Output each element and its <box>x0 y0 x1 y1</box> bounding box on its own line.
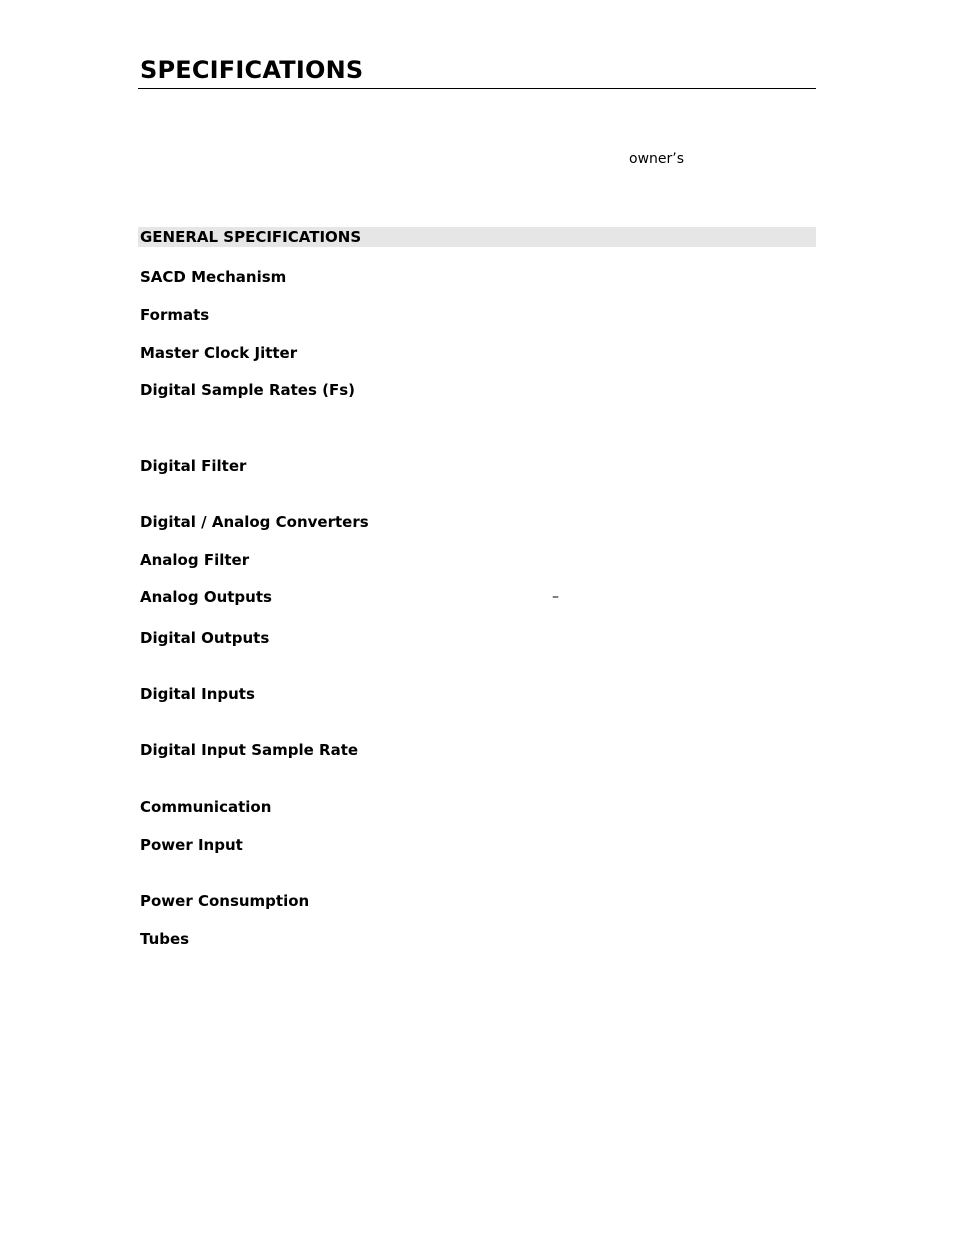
spec-label-formats: Formats <box>140 306 210 324</box>
spec-label-communication: Communication <box>140 798 272 816</box>
title-divider <box>138 88 816 89</box>
page-title: SPECIFICATIONS <box>140 56 364 84</box>
spec-label-sacd-mechanism: SACD Mechanism <box>140 268 287 286</box>
section-heading: GENERAL SPECIFICATIONS <box>140 228 362 246</box>
spec-label-analog-outputs: Analog Outputs <box>140 588 272 606</box>
spec-label-analog-filter: Analog Filter <box>140 551 250 569</box>
section-header-bar <box>138 227 816 247</box>
spec-label-power-consumption: Power Consumption <box>140 892 310 910</box>
spec-label-digital-analog-converters: Digital / Analog Converters <box>140 513 369 531</box>
spec-label-power-input: Power Input <box>140 836 243 854</box>
spec-label-digital-input-sample-rate: Digital Input Sample Rate <box>140 741 359 759</box>
spec-label-digital-outputs: Digital Outputs <box>140 629 270 647</box>
spec-label-digital-filter: Digital Filter <box>140 457 247 475</box>
spec-label-digital-inputs: Digital Inputs <box>140 685 255 703</box>
spec-label-digital-sample-rates: Digital Sample Rates (Fs) <box>140 381 356 399</box>
spec-label-master-clock-jitter: Master Clock Jitter <box>140 344 298 362</box>
spec-label-tubes: Tubes <box>140 930 190 948</box>
analog-outputs-dash: – <box>552 589 559 605</box>
intro-text-fragment: owner’s <box>629 151 685 167</box>
